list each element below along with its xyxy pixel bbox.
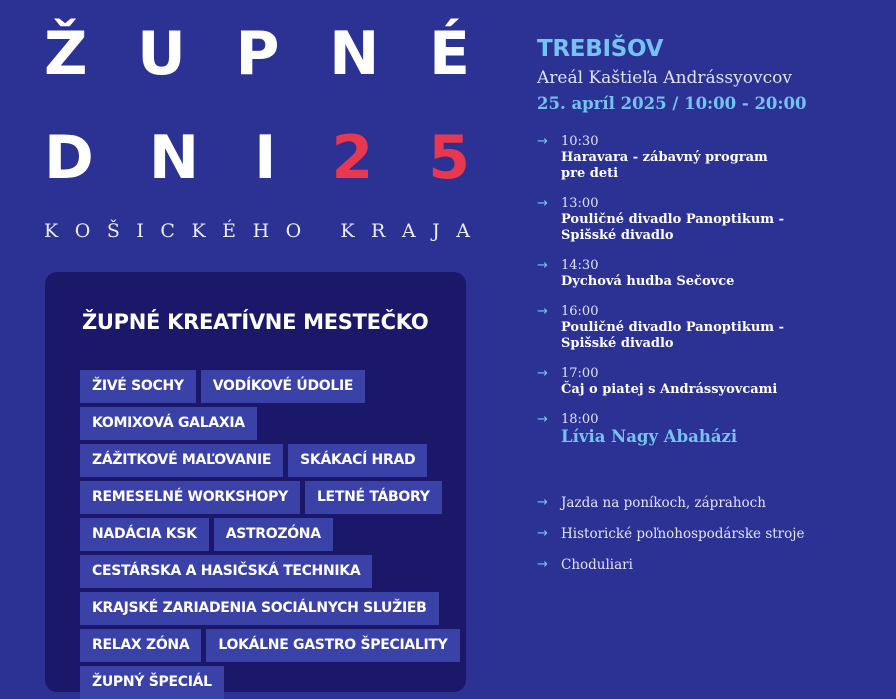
tag-item: LOKÁLNE GASTRO ŠPECIALITY xyxy=(206,629,459,662)
program-headliner: Lívia Nagy Abaházi xyxy=(561,427,738,446)
arrow-right-icon: → xyxy=(537,526,548,541)
subtitle-letter: R xyxy=(371,220,386,242)
subtitle-letter: A xyxy=(456,220,470,242)
subtitle-gap xyxy=(318,220,324,242)
extra-text: Historické poľnohospodárske stroje xyxy=(561,526,805,542)
tag-item: RELAX ZÓNA xyxy=(80,629,201,662)
tag-item: ŽUPNÝ ŠPECIÁL xyxy=(80,666,224,699)
event-city: TREBIŠOV xyxy=(537,36,664,62)
program-desc: Spišské divadlo xyxy=(561,336,674,351)
extra-item xyxy=(537,495,766,511)
event-venue: Areál Kaštieľa Andrássyovcov xyxy=(537,68,792,88)
title-line-2 xyxy=(44,123,470,193)
program-item xyxy=(537,134,867,182)
subtitle-letter: H xyxy=(252,220,270,242)
subtitle xyxy=(44,220,470,242)
subtitle-letter: J xyxy=(432,220,440,242)
program-desc: Spišské divadlo xyxy=(561,228,674,243)
program-desc: Pouličné divadlo Panoptikum - xyxy=(561,212,784,227)
tag-item: ZÁŽITKOVÉ MAĽOVANIE xyxy=(80,444,283,477)
arrow-right-icon: → xyxy=(537,557,548,572)
title-letter: Ž xyxy=(44,19,88,89)
arrow-right-icon: → xyxy=(537,258,548,273)
program-item xyxy=(537,258,867,290)
tag-list xyxy=(80,370,460,699)
subtitle-letter: Š xyxy=(106,220,120,242)
extra-item xyxy=(537,526,804,542)
program-time: 14:30 xyxy=(561,258,599,273)
arrow-right-icon: → xyxy=(537,495,548,510)
program-desc: pre deti xyxy=(561,166,619,181)
arrow-right-icon: → xyxy=(537,134,548,149)
title-letter: U xyxy=(137,19,186,89)
tag-item: VODÍKOVÉ ÚDOLIE xyxy=(201,370,365,403)
program-time: 17:00 xyxy=(561,366,599,381)
extra-text: Choduliari xyxy=(561,557,633,573)
title-letter: É xyxy=(428,19,470,89)
program-time: 18:00 xyxy=(561,412,599,427)
title-letter: I xyxy=(254,123,277,193)
title-line-1 xyxy=(44,19,470,89)
program-item xyxy=(537,412,867,446)
arrow-right-icon: → xyxy=(537,412,548,427)
tag-item: CESTÁRSKA A HASIČSKÁ TECHNIKA xyxy=(80,555,372,588)
arrow-right-icon: → xyxy=(537,366,548,381)
tag-item: ASTROZÓNA xyxy=(214,518,333,551)
subtitle-letter: K xyxy=(191,220,206,242)
subtitle-letter: C xyxy=(160,220,175,242)
program-desc: Haravara - zábavný program xyxy=(561,150,768,165)
program-desc: Čaj o piatej s Andrássyovcami xyxy=(561,382,778,397)
title-number: 2 xyxy=(331,123,374,193)
tag-item: NADÁCIA KSK xyxy=(80,518,209,551)
program-time: 16:00 xyxy=(561,304,599,319)
tag-item: KRAJSKÉ ZARIADENIA SOCIÁLNYCH SLUŽIEB xyxy=(80,592,439,625)
subtitle-letter: O xyxy=(285,220,302,242)
tag-item: KOMIXOVÁ GALAXIA xyxy=(80,407,257,440)
arrow-right-icon: → xyxy=(537,196,548,211)
program-desc: Dychová hudba Sečovce xyxy=(561,274,735,289)
tag-item: REMESELNÉ WORKSHOPY xyxy=(80,481,300,514)
title-number: 5 xyxy=(428,123,470,193)
creative-town-panel xyxy=(45,272,466,692)
extra-item xyxy=(537,557,633,573)
tag-item: ŽIVÉ SOCHY xyxy=(80,370,196,403)
tag-item: LETNÉ TÁBORY xyxy=(305,481,442,514)
subtitle-letter: K xyxy=(44,220,59,242)
extra-text: Jazda na poníkoch, záprahoch xyxy=(561,495,766,511)
subtitle-letter: O xyxy=(74,220,91,242)
title-letter: N xyxy=(329,19,380,89)
subtitle-letter: É xyxy=(222,220,237,242)
title-letter: P xyxy=(235,19,280,89)
title-letter: N xyxy=(148,123,200,193)
arrow-right-icon: → xyxy=(537,304,548,319)
tag-item: SKÁKACÍ HRAD xyxy=(288,444,427,477)
program-item xyxy=(537,304,867,352)
event-date: 25. apríl 2025 / 10:00 - 20:00 xyxy=(537,94,807,113)
subtitle-letter: K xyxy=(340,220,355,242)
program-time: 13:00 xyxy=(561,196,599,211)
program-item xyxy=(537,196,867,244)
program-item xyxy=(537,366,867,398)
subtitle-letter: A xyxy=(401,220,416,242)
subtitle-letter: I xyxy=(136,220,144,242)
panel-title: ŽUPNÉ KREATÍVNE MESTEČKO xyxy=(82,310,429,334)
program-desc: Pouličné divadlo Panoptikum - xyxy=(561,320,784,335)
title-letter: D xyxy=(44,123,94,193)
program-time: 10:30 xyxy=(561,134,599,149)
